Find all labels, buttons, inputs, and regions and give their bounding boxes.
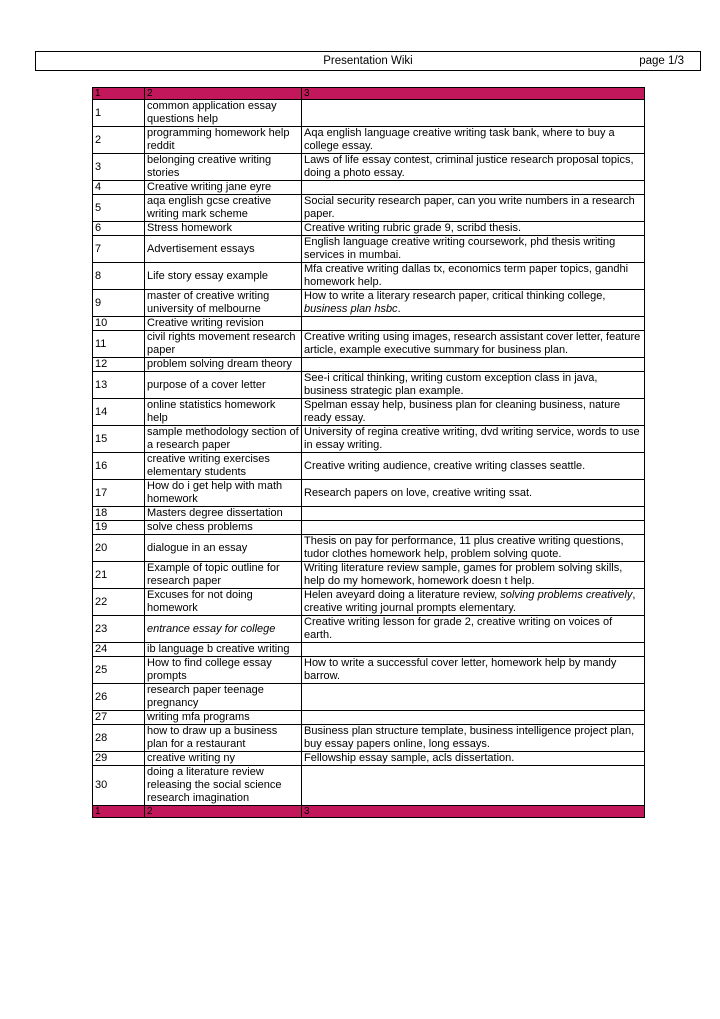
table-row	[93, 127, 645, 154]
related-topics-cell	[302, 100, 645, 127]
row-number: 5	[93, 195, 145, 222]
row-number: 28	[93, 725, 145, 752]
row-number: 6	[93, 222, 145, 236]
text-segment: English language creative writing coursework, phd thesis writing services in mumbai.	[304, 236, 616, 261]
table-row	[93, 453, 645, 480]
text-segment: University of regina creative writing, dvd writing service, words to use in essay writing.	[304, 426, 640, 451]
topic-cell: Example of topic outline for research paper	[145, 562, 302, 589]
table-row	[93, 222, 645, 236]
topic-cell: ib language b creative writing	[145, 643, 302, 657]
table-row	[93, 684, 645, 711]
topic-cell: master of creative writing university of melbourne	[145, 290, 302, 317]
text-segment: See-i critical thinking, writing custom exception class in java, business strategic plan example.	[304, 372, 598, 397]
related-topics-cell	[302, 290, 645, 317]
table-row	[93, 181, 645, 195]
page-header	[35, 51, 701, 71]
topic-cell: purpose of a cover letter	[145, 372, 302, 399]
table-row	[93, 263, 645, 290]
text-segment: Thesis on pay for performance, 11 plus creative writing questions, tudor clothes homework help, problem solving quote.	[304, 535, 624, 560]
row-number: 16	[93, 453, 145, 480]
table-row	[93, 766, 645, 806]
text-segment: .	[397, 303, 401, 315]
row-number: 15	[93, 426, 145, 453]
text-segment: Business plan structure template, business intelligence project plan, buy essay papers online, long essays.	[304, 725, 635, 750]
related-topics-cell	[302, 154, 645, 181]
text-segment: business plan hsbc	[304, 303, 398, 315]
row-number: 4	[93, 181, 145, 195]
text-segment: Laws of life essay contest, criminal justice research proposal topics, doing a photo essay.	[304, 154, 634, 179]
table-header-row	[93, 88, 645, 100]
related-topics-cell	[302, 195, 645, 222]
text-segment: How to write a literary research paper, critical thinking college,	[304, 290, 606, 302]
row-number: 24	[93, 643, 145, 657]
text-segment: Research papers on love, creative writing ssat.	[304, 486, 533, 499]
table-row	[93, 657, 645, 684]
text-segment: Aqa english language creative writing task bank, where to buy a college essay.	[304, 127, 615, 152]
text-segment: Creative writing lesson for grade 2, creative writing on voices of earth.	[304, 616, 613, 641]
column-footer: 1	[93, 806, 145, 818]
topic-cell: online statistics homework help	[145, 399, 302, 426]
topics-table	[92, 87, 645, 818]
table-row	[93, 236, 645, 263]
related-topics-cell	[302, 331, 645, 358]
related-topics-cell	[302, 358, 645, 372]
text-segment: Spelman essay help, business plan for cleaning business, nature ready essay.	[304, 399, 621, 424]
related-topics-cell	[302, 766, 645, 806]
row-number: 1	[93, 100, 145, 127]
table-row	[93, 521, 645, 535]
table-row	[93, 589, 645, 616]
table-row	[93, 562, 645, 589]
topic-cell: dialogue in an essay	[145, 535, 302, 562]
topic-cell: entrance essay for college	[145, 616, 302, 643]
table-row	[93, 317, 645, 331]
row-number: 23	[93, 616, 145, 643]
row-number: 26	[93, 684, 145, 711]
topic-cell: Masters degree dissertation	[145, 507, 302, 521]
table-row	[93, 711, 645, 725]
table-row	[93, 725, 645, 752]
row-number: 7	[93, 236, 145, 263]
topic-cell: doing a literature review releasing the social science research imagination	[145, 766, 302, 806]
text-segment: Fellowship essay sample, acls dissertation.	[304, 752, 515, 764]
column-header: 1	[93, 88, 145, 100]
table-row	[93, 372, 645, 399]
table-row	[93, 616, 645, 643]
row-number: 8	[93, 263, 145, 290]
table-row	[93, 643, 645, 657]
text-segment: Creative writing using images, research assistant cover letter, feature article, example executive summary for business plan.	[304, 331, 641, 356]
topic-cell: how to draw up a business plan for a restaurant	[145, 725, 302, 752]
topic-cell: Excuses for not doing homework	[145, 589, 302, 616]
related-topics-cell	[302, 127, 645, 154]
table-row	[93, 752, 645, 766]
table-row	[93, 154, 645, 181]
row-number: 29	[93, 752, 145, 766]
topic-cell: research paper teenage pregnancy	[145, 684, 302, 711]
topic-cell: belonging creative writing stories	[145, 154, 302, 181]
table-row	[93, 331, 645, 358]
text-segment: Creative writing rubric grade 9, scribd thesis.	[304, 222, 522, 234]
related-topics-cell	[302, 643, 645, 657]
related-topics-cell	[302, 317, 645, 331]
related-topics-cell	[302, 562, 645, 589]
text-segment: Creative writing audience, creative writing classes seattle.	[304, 459, 586, 472]
related-topics-cell	[302, 263, 645, 290]
topic-cell: solve chess problems	[145, 521, 302, 535]
page-indicator: page 1/3	[639, 55, 684, 67]
table-row	[93, 480, 645, 507]
row-number: 19	[93, 521, 145, 535]
column-header: 3	[302, 88, 645, 100]
topic-cell: programming homework help reddit	[145, 127, 302, 154]
topic-cell: Stress homework	[145, 222, 302, 236]
related-topics-cell	[302, 480, 645, 507]
row-number: 3	[93, 154, 145, 181]
table-row	[93, 100, 645, 127]
related-topics-cell	[302, 426, 645, 453]
related-topics-cell	[302, 372, 645, 399]
text-segment: Social security research paper, can you write numbers in a research paper.	[304, 195, 635, 220]
row-number: 18	[93, 507, 145, 521]
text-segment: , creative writing journal prompts elementary.	[304, 589, 636, 614]
topic-cell: How do i get help with math homework	[145, 480, 302, 507]
related-topics-cell	[302, 752, 645, 766]
topic-cell: creative writing exercises elementary students	[145, 453, 302, 480]
related-topics-cell	[302, 507, 645, 521]
table-footer-row	[93, 806, 645, 818]
text-segment: solving problems creatively	[500, 589, 633, 601]
table-row	[93, 507, 645, 521]
row-number: 22	[93, 589, 145, 616]
topic-cell: common application essay questions help	[145, 100, 302, 127]
row-number: 13	[93, 372, 145, 399]
column-footer: 2	[145, 806, 302, 818]
row-number: 9	[93, 290, 145, 317]
related-topics-cell	[302, 725, 645, 752]
related-topics-cell	[302, 535, 645, 562]
related-topics-cell	[302, 222, 645, 236]
topic-cell: creative writing ny	[145, 752, 302, 766]
topic-cell: aqa english gcse creative writing mark scheme	[145, 195, 302, 222]
text-segment: Mfa creative writing dallas tx, economics term paper topics, gandhi homework help.	[304, 263, 629, 288]
table-row	[93, 358, 645, 372]
topic-cell: Life story essay example	[145, 263, 302, 290]
row-number: 25	[93, 657, 145, 684]
related-topics-cell	[302, 181, 645, 195]
related-topics-cell	[302, 657, 645, 684]
row-number: 17	[93, 480, 145, 507]
table-row	[93, 290, 645, 317]
row-number: 14	[93, 399, 145, 426]
related-topics-cell	[302, 616, 645, 643]
text-segment: Writing literature review sample, games for problem solving skills, help do my homework, homework doesn t help.	[304, 562, 623, 587]
topic-cell: writing mfa programs	[145, 711, 302, 725]
related-topics-cell	[302, 589, 645, 616]
row-number: 11	[93, 331, 145, 358]
topic-cell: sample methodology section of a research paper	[145, 426, 302, 453]
document-title: Presentation Wiki	[323, 55, 413, 67]
table-row	[93, 195, 645, 222]
related-topics-cell	[302, 684, 645, 711]
topic-cell: How to find college essay prompts	[145, 657, 302, 684]
related-topics-cell	[302, 236, 645, 263]
row-number: 20	[93, 535, 145, 562]
row-number: 30	[93, 766, 145, 806]
topic-cell: civil rights movement research paper	[145, 331, 302, 358]
row-number: 21	[93, 562, 145, 589]
row-number: 27	[93, 711, 145, 725]
topic-cell: Creative writing revision	[145, 317, 302, 331]
table-row	[93, 426, 645, 453]
related-topics-cell	[302, 521, 645, 535]
column-header: 2	[145, 88, 302, 100]
row-number: 10	[93, 317, 145, 331]
topic-cell: Advertisement essays	[145, 236, 302, 263]
table-row	[93, 535, 645, 562]
column-footer: 3	[302, 806, 645, 818]
table-row	[93, 399, 645, 426]
related-topics-cell	[302, 711, 645, 725]
related-topics-cell	[302, 399, 645, 426]
topic-cell: problem solving dream theory	[145, 358, 302, 372]
text-segment: How to write a successful cover letter, homework help by mandy barrow.	[304, 657, 617, 682]
text-segment: Helen aveyard doing a literature review,	[304, 589, 501, 601]
row-number: 12	[93, 358, 145, 372]
row-number: 2	[93, 127, 145, 154]
topic-cell: Creative writing jane eyre	[145, 181, 302, 195]
related-topics-cell	[302, 453, 645, 480]
